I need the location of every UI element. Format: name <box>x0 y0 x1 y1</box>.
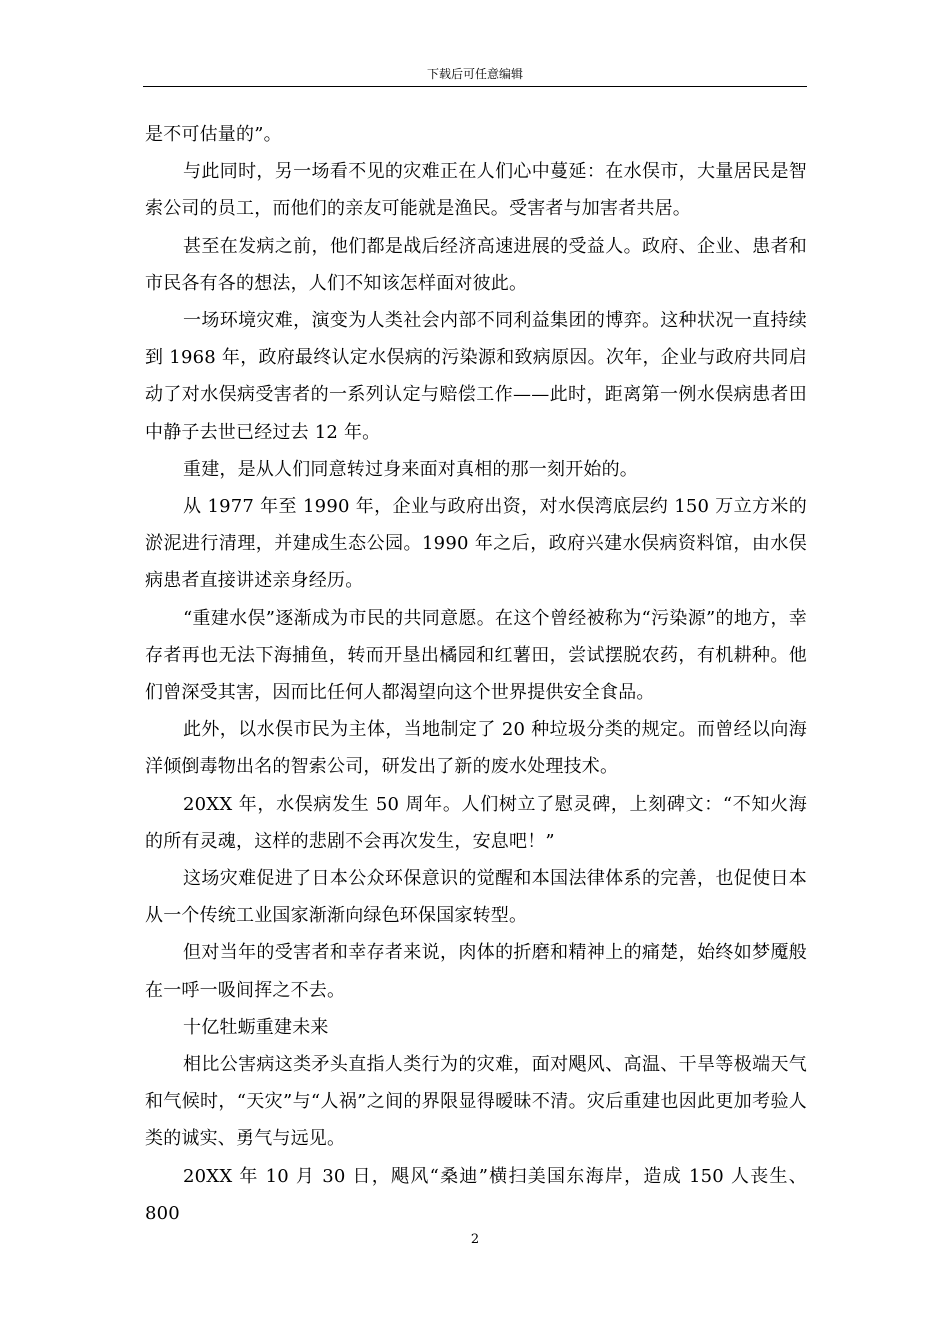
header-divider <box>143 86 807 87</box>
paragraph: “重建水俣”逐渐成为市民的共同意愿。在这个曾经被称为“污染源”的地方，幸存者再也无法下海捕鱼，转而开垦出橘园和红薯田，尝试摆脱农药，有机耕种。他们曾深受其害，因而比任何人都渴望向这个世界提供安全食品。 <box>145 607 807 704</box>
document-body <box>145 116 807 1232</box>
paragraph: 20XX 年，水俣病发生 50 周年。人们树立了慰灵碑，上刻碑文：“不知火海的所有灵魂，这样的悲剧不会再次发生，安息吧！” <box>145 793 807 852</box>
paragraph: 但对当年的受害者和幸存者来说，肉体的折磨和精神上的痛楚，始终如梦魇般在一呼一吸间挥之不去。 <box>145 942 807 1001</box>
paragraph: 此外，以水俣市民为主体，当地制定了 20 种垃圾分类的规定。而曾经以向海洋倾倒毒物出名的智索公司，研发出了新的废水处理技术。 <box>145 719 807 778</box>
paragraph: 20XX 年 10 月 30 日，飓风“桑迪”横扫美国东海岸，造成 150 人丧生、800 <box>145 1165 807 1224</box>
paragraph: 相比公害病这类矛头直指人类行为的灾难，面对飓风、高温、干旱等极端天气和气候时，“天灾”与“人祸”之间的界限显得暧昧不清。灾后重建也因此更加考验人类的诚实、勇气与远见。 <box>145 1054 807 1150</box>
paragraph: 与此同时，另一场看不见的灾难正在人们心中蔓延：在水俣市，大量居民是智索公司的员工，而他们的亲友可能就是渔民。受害者与加害者共居。 <box>145 161 807 220</box>
page-number: 2 <box>470 1232 480 1247</box>
paragraph: 甚至在发病之前，他们都是战后经济高速进展的受益人。政府、企业、患者和市民各有各的想法，人们不知该怎样面对彼此。 <box>145 235 807 294</box>
section-heading: 十亿牡蛎重建未来 <box>183 1016 329 1038</box>
paragraph: 从 1977 年至 1990 年，企业与政府出资，对水俣湾底层约 150 万立方米的淤泥进行清理，并建成生态公园。1990 年之后，政府兴建水俣病资料馆，由水俣病患者直接讲述亲身经历。 <box>145 496 807 592</box>
paragraph: 这场灾难促进了日本公众环保意识的觉醒和本国法律体系的完善，也促使日本从一个传统工业国家渐渐向绿色环保国家转型。 <box>145 868 807 927</box>
paragraph: 重建，是从人们同意转过身来面对真相的那一刻开始的。 <box>183 458 638 480</box>
paragraph: 是不可估量的”。 <box>145 124 282 145</box>
page-header: 下载后可任意编辑 <box>426 67 523 81</box>
paragraph: 一场环境灾难，演变为人类社会内部不同利益集团的博弈。这种状况一直持续到 1968 年，政府最终认定水俣病的污染源和致病原因。次年，企业与政府共同启动了对水俣病受害者的一系列认定与赔偿工作——此时，距离第一例水俣病患者田中静子去世已经过去 12 年。 <box>145 310 807 443</box>
